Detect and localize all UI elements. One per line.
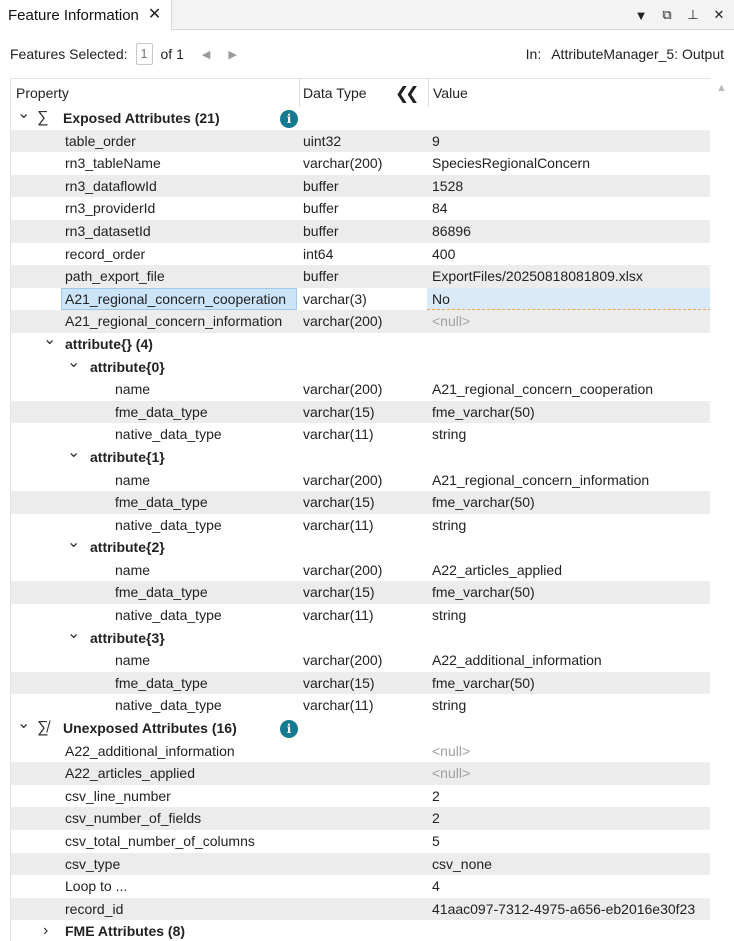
property-name: path_export_file (65, 268, 165, 285)
property-name: fme_data_type (115, 584, 208, 601)
data-type: varchar(200) (303, 155, 383, 172)
tree-group-row[interactable] (11, 353, 711, 379)
property-name: A21_regional_concern_information (65, 313, 283, 330)
attribute-row[interactable] (11, 423, 711, 446)
collapse-columns-icon[interactable]: ❮❮ (395, 84, 416, 103)
attribute-value: 2 (432, 787, 440, 804)
column-header-data-type[interactable]: Data Type (303, 85, 367, 101)
attribute-value: 400 (432, 245, 456, 262)
tree-group-row[interactable] (11, 107, 711, 130)
group-label: attribute{1} (90, 448, 165, 465)
data-type: int64 (303, 245, 334, 262)
chevron-down-icon[interactable]: ⌄ (67, 624, 81, 642)
attribute-value: fme_varchar(50) (432, 674, 535, 691)
grid-header (11, 79, 711, 107)
source-prefix: In: (525, 46, 542, 62)
vertical-scrollbar[interactable] (710, 78, 734, 941)
data-type: buffer (303, 268, 339, 285)
tree-group-row[interactable] (11, 443, 711, 469)
chevron-down-icon[interactable]: ⌄ (43, 330, 57, 348)
attribute-value: A21_regional_concern_cooperation (432, 381, 654, 398)
float-window-icon[interactable]: ⧉ (662, 7, 672, 22)
attribute-grid[interactable] (10, 78, 734, 941)
tree-group-row[interactable] (11, 330, 711, 356)
data-type: varchar(15) (303, 584, 375, 601)
property-name: table_order (65, 132, 136, 149)
attribute-value: 2 (432, 810, 440, 827)
property-name: csv_number_of_fields (65, 810, 202, 827)
tree-group-row[interactable] (11, 717, 711, 740)
attribute-value: ExportFiles/20250818081809.xlsx (432, 268, 643, 285)
attribute-value: fme_varchar(50) (432, 494, 535, 511)
attribute-row[interactable] (11, 694, 711, 717)
data-type: varchar(200) (303, 561, 383, 578)
data-type: varchar(11) (303, 516, 374, 533)
group-label: Exposed Attributes (21) (63, 110, 220, 126)
data-type: buffer (303, 222, 339, 239)
property-name: rn3_tableName (65, 155, 161, 172)
info-icon[interactable]: i (280, 110, 298, 128)
property-name: A22_articles_applied (65, 765, 195, 782)
attribute-row[interactable] (11, 559, 711, 582)
info-icon[interactable]: i (280, 720, 298, 738)
attribute-row[interactable] (11, 469, 711, 492)
attribute-row[interactable] (11, 401, 711, 424)
tree-group-row[interactable] (11, 536, 711, 559)
attribute-row[interactable] (11, 785, 711, 808)
property-name: native_data_type (115, 516, 222, 533)
source-value: AttributeManager_5: Output (551, 46, 724, 62)
chevron-right-icon[interactable]: › (43, 922, 49, 940)
sigma-slash-icon: ∑̸ (37, 719, 49, 737)
property-name: fme_data_type (115, 674, 208, 691)
column-divider[interactable] (299, 79, 300, 107)
source-label (526, 30, 724, 78)
attribute-value: <null> (432, 765, 471, 782)
feature-count-label: of 1 (160, 46, 184, 62)
property-name: name (115, 381, 151, 398)
attribute-value: <null> (432, 742, 471, 759)
group-label: FME Attributes (8) (65, 923, 186, 940)
attribute-row[interactable] (11, 220, 711, 243)
data-type: varchar(200) (303, 471, 383, 488)
title-bar (0, 0, 734, 30)
column-header-value[interactable]: Value (433, 85, 468, 101)
tree-group-row[interactable] (11, 624, 711, 650)
data-type: varchar(15) (303, 674, 375, 691)
chevron-down-icon[interactable]: ⌄ (17, 105, 31, 122)
attribute-row[interactable] (11, 130, 711, 153)
attribute-value: 9 (432, 132, 440, 149)
data-type: varchar(11) (303, 426, 374, 443)
attribute-row[interactable] (11, 649, 711, 672)
attribute-row[interactable] (11, 762, 711, 785)
dropdown-icon[interactable]: ▼ (634, 7, 648, 23)
group-label: attribute{0} (90, 358, 165, 375)
attribute-row[interactable] (11, 672, 711, 695)
property-name: fme_data_type (115, 494, 208, 511)
attribute-row[interactable] (11, 491, 711, 514)
property-name: name (115, 561, 151, 578)
attribute-row[interactable] (11, 898, 711, 921)
data-type: varchar(15) (303, 494, 375, 511)
property-name: csv_line_number (65, 787, 171, 804)
data-type: varchar(15) (303, 403, 375, 420)
data-type: varchar(200) (303, 313, 383, 330)
property-name: fme_data_type (115, 403, 208, 420)
chevron-down-icon[interactable]: ⌄ (67, 353, 81, 371)
features-selected-label: Features Selected: (10, 46, 128, 62)
feature-index-input[interactable]: 1 (136, 43, 153, 65)
attribute-value: fme_varchar(50) (432, 584, 535, 601)
property-name: A22_additional_information (65, 742, 235, 759)
property-name: csv_type (65, 855, 121, 872)
attribute-value: A21_regional_concern_information (432, 471, 650, 488)
attribute-value: No (432, 290, 450, 307)
property-name: rn3_dataflowId (65, 177, 157, 194)
window-controls (634, 4, 726, 26)
attribute-value: A22_articles_applied (432, 561, 562, 578)
attribute-value: 84 (432, 200, 448, 217)
attribute-row[interactable] (11, 152, 711, 175)
attribute-row[interactable] (11, 310, 711, 333)
attribute-row[interactable] (11, 830, 711, 853)
data-type: buffer (303, 177, 339, 194)
attribute-row[interactable] (11, 288, 711, 311)
attribute-value: string (432, 516, 467, 533)
property-name: record_order (65, 245, 146, 262)
data-type: buffer (303, 200, 339, 217)
attribute-row[interactable] (11, 197, 711, 220)
attribute-value: 41aac097-7312-4975-a656-eb2016e30f23 (432, 900, 696, 917)
property-name: native_data_type (115, 697, 222, 714)
attribute-value: string (432, 607, 467, 624)
attribute-value: 1528 (432, 177, 464, 194)
tree-group-row[interactable] (11, 920, 711, 941)
attribute-row[interactable] (11, 175, 711, 198)
grid-rows (11, 107, 711, 941)
attribute-value: 86896 (432, 222, 471, 239)
previous-feature-icon[interactable]: ◀ (201, 48, 211, 61)
attribute-value: 5 (432, 833, 440, 849)
property-name: rn3_providerId (65, 200, 156, 217)
attribute-row[interactable] (11, 581, 711, 604)
property-name: name (115, 471, 151, 488)
features-toolbar (0, 30, 734, 78)
attribute-value: fme_varchar(50) (432, 403, 535, 420)
attribute-row[interactable] (11, 875, 711, 898)
tab-title: Feature Information (8, 6, 139, 24)
property-name: name (115, 652, 151, 669)
pin-icon[interactable]: ⊥ (687, 7, 699, 22)
attribute-row[interactable] (11, 853, 711, 876)
attribute-row[interactable] (11, 604, 711, 627)
attribute-value: 4 (432, 878, 440, 895)
column-divider[interactable] (428, 79, 429, 107)
sigma-icon: ∑ (37, 109, 49, 126)
group-label: Unexposed Attributes (16) (63, 720, 237, 737)
property-name: native_data_type (115, 607, 222, 624)
attribute-value: <null> (432, 313, 471, 330)
attribute-row[interactable] (11, 740, 711, 763)
attribute-value: string (432, 697, 467, 714)
selection-highlight-value (427, 288, 711, 310)
data-type: varchar(200) (303, 652, 383, 669)
scroll-up-icon[interactable]: ▲ (716, 82, 727, 94)
chevron-down-icon[interactable]: ⌄ (67, 534, 81, 552)
column-header-property[interactable]: Property (16, 85, 69, 101)
attribute-row[interactable] (11, 514, 711, 537)
group-label: attribute{2} (90, 539, 165, 556)
attribute-value: string (432, 426, 467, 443)
property-name: native_data_type (115, 426, 222, 443)
close-pane-icon[interactable]: ✕ (713, 7, 725, 22)
attribute-row[interactable] (11, 243, 711, 266)
property-name: Loop to ... (65, 878, 128, 895)
close-icon[interactable]: ✕ (147, 6, 162, 23)
chevron-down-icon[interactable]: ⌄ (67, 443, 81, 461)
group-label: attribute{3} (90, 629, 165, 646)
attribute-value: A22_additional_information (432, 652, 602, 669)
data-type: varchar(11) (303, 697, 374, 714)
data-type: varchar(11) (303, 607, 374, 624)
property-name: rn3_datasetId (65, 222, 151, 239)
property-name: A21_regional_concern_cooperation (65, 290, 287, 307)
data-type: uint32 (303, 132, 342, 149)
group-label: attribute{} (4) (65, 335, 153, 352)
data-type: varchar(200) (303, 381, 383, 398)
tab-feature-information[interactable] (0, 0, 172, 30)
property-name: record_id (65, 900, 124, 917)
attribute-row[interactable] (11, 265, 711, 288)
next-feature-icon[interactable]: ▶ (228, 48, 237, 61)
attribute-row[interactable] (11, 807, 711, 830)
property-name: csv_total_number_of_columns (65, 833, 255, 849)
attribute-value: SpeciesRegionalConcern (432, 155, 590, 172)
attribute-row[interactable] (11, 378, 711, 401)
chevron-down-icon[interactable]: ⌄ (17, 715, 31, 733)
attribute-value: csv_none (432, 855, 492, 872)
data-type: varchar(3) (303, 290, 367, 307)
